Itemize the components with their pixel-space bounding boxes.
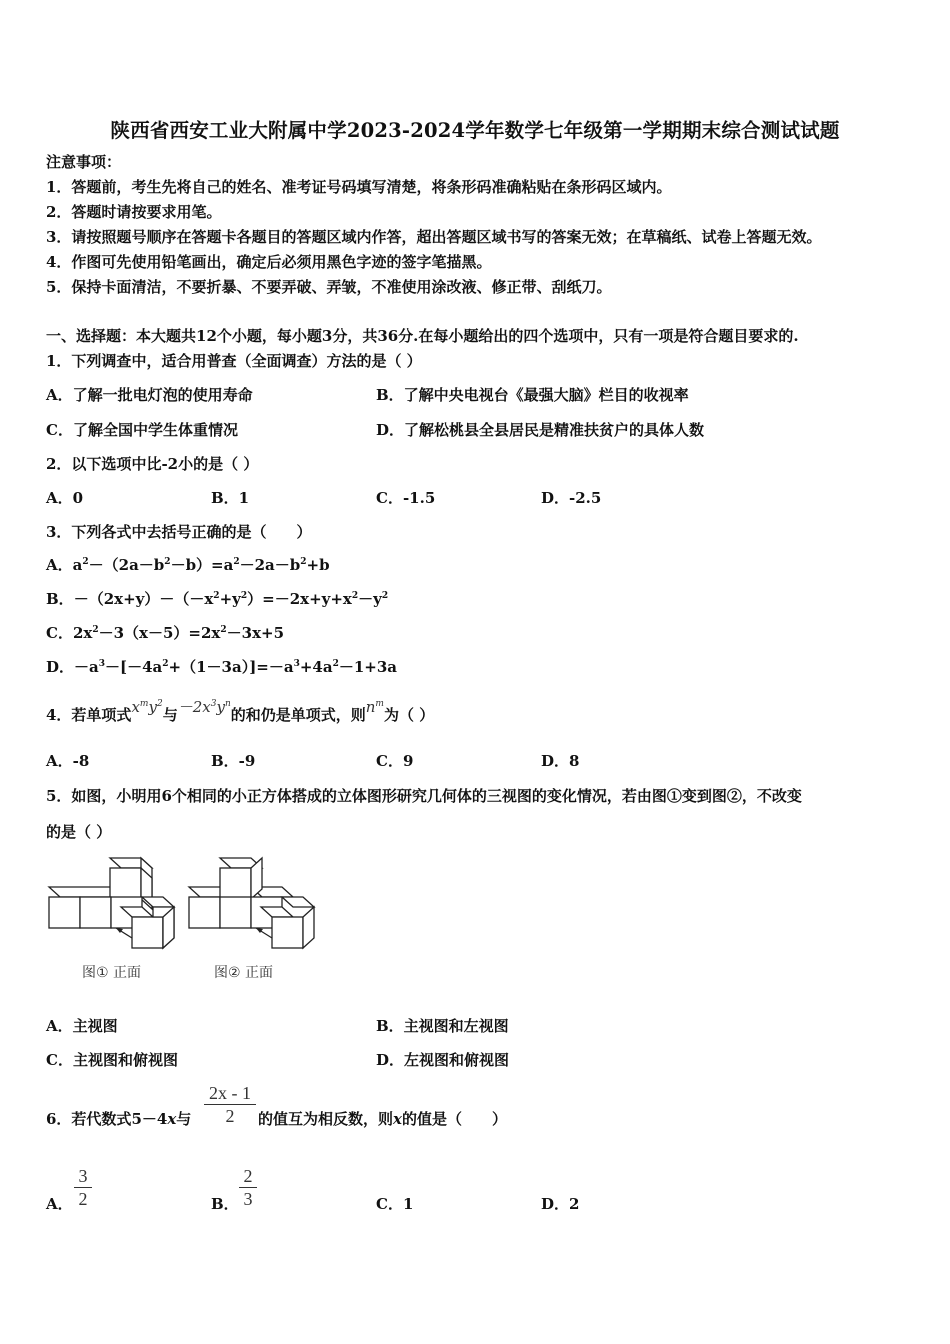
q3-a-expr: $a^2-(2a-b^2-b)=a^2-2a-b^2+b$ (72, 556, 330, 574)
q6-fraction-bar (204, 1104, 256, 1105)
q6-a-numerator: 3 (78, 1166, 88, 1186)
fig2-row-cube-1 (189, 897, 220, 928)
q5-option-c: C．主视图和俯视图 (46, 1051, 178, 1069)
q5-figure-2-label: 图② 正面 (214, 965, 274, 981)
q6-stem-with: 与 (176, 1110, 192, 1128)
q1-option-a: A．了解一批电灯泡的使用寿命 (46, 386, 253, 404)
q3-c-expr: $2x^2-3(x-5)=2x^2-3x+5$ (72, 624, 285, 642)
q5-figure-2 (184, 854, 320, 954)
q6-stem-pre: 6．若代数式5－4 (46, 1110, 168, 1128)
q1-option-c: C．了解全国中学生体重情况 (46, 421, 238, 439)
q4-stem-end: 为（ ） (383, 706, 435, 724)
q6-a-bar (74, 1187, 92, 1188)
q6-b-denominator: 3 (243, 1189, 253, 1209)
fig1-upper-cube (110, 868, 141, 899)
q2-option-c: C．-1.5 (376, 489, 436, 507)
q5-figure-1-label: 图① 正面 (82, 965, 142, 981)
q6-option-d: D．2 (541, 1195, 580, 1213)
q6-stem-start (46, 1110, 191, 1128)
q6-option-b-label: B． (211, 1195, 239, 1213)
q4-monomial-1: $x^my^2$ (131, 698, 163, 716)
q5-stem-line2: 的是（ ） (46, 823, 112, 841)
q4-option-d: D．8 (541, 752, 580, 770)
q2-option-d: D．-2.5 (541, 489, 602, 507)
fig2-row-cube-2 (220, 897, 251, 928)
q4-option-c: C．9 (376, 752, 414, 770)
q6-b-bar (239, 1187, 257, 1188)
q1-option-d: D．了解松桃县全县居民是精准扶贫户的具体人数 (376, 421, 705, 439)
section-heading: 一、选择题：本大题共12个小题，每小题3分，共36分.在每小题给出的四个选项中，只有一项是符合题目要求的. (46, 327, 799, 345)
q6-a-denominator: 2 (78, 1189, 88, 1209)
fig1-row-cube-1 (49, 897, 80, 928)
q6-stem-post1: 的值互为相反数，则 (258, 1110, 394, 1128)
q4-option-a: A．-8 (46, 752, 90, 770)
q6-option-c: C．1 (376, 1195, 414, 1213)
q6-fraction (204, 1083, 256, 1126)
q4-expr-nm: $n^m$ (365, 698, 384, 716)
q6-option-a-label: A． (46, 1195, 73, 1213)
q3-option-b (46, 590, 388, 608)
q4-option-b: B．-9 (211, 752, 256, 770)
q3-option-c (46, 624, 284, 642)
q6-stem-end (258, 1110, 507, 1128)
notice-item-5: 5．保持卡面清洁，不要折暴、不要弄破、弄皱，不准使用涂改液、修正带、刮纸刀。 (46, 278, 612, 296)
fig2-upper-cube (220, 868, 251, 899)
q3-b-expr: $-(2x+y)-(-x^2+y^2)=-2x+y+x^2-y^2$ (73, 590, 389, 608)
q4-stem-mid: 与 (162, 706, 178, 724)
q4-stem (46, 698, 435, 724)
q1-stem: 1．下列调查中，适合用普查（全面调查）方法的是（ ） (46, 352, 422, 370)
q5-option-a: A．主视图 (46, 1017, 118, 1035)
q6-fraction-denominator: 2 (225, 1106, 235, 1126)
q6-stem-post2: 的值是（ ） (401, 1110, 507, 1128)
q5-option-b: B．主视图和左视图 (376, 1017, 509, 1035)
q2-stem: 2．以下选项中比-2小的是（ ） (46, 455, 259, 473)
q5-stem-line1: 5．如图，小明用6个相同的小正方体搭成的立体图形研究几何体的三视图的变化情况，若由图①变到图②，不改变 (46, 787, 802, 805)
notice-item-2: 2．答题时请按要求用笔。 (46, 203, 222, 221)
q3-option-a (46, 556, 330, 574)
q6-var-x-2: x (393, 1110, 402, 1128)
notice-item-1: 1．答题前，考生先将自己的姓名、准考证号码填写清楚，将条形码准确粘贴在条形码区域内。 (46, 178, 672, 196)
q3-stem: 3．下列各式中去括号正确的是（ ） (46, 523, 312, 541)
q3-a-label: A． (46, 556, 73, 574)
q6-b-numerator: 2 (243, 1166, 253, 1186)
q4-stem-start: 4．若单项式 (46, 706, 132, 724)
page-title: 陕西省西安工业大附属中学2023-2024学年数学七年级第一学期期末综合测试试题 (110, 119, 840, 142)
q5-figure-1 (44, 854, 180, 954)
q2-option-b: B．1 (211, 489, 250, 507)
q3-b-label: B． (46, 590, 74, 608)
q6-option-b-fraction (239, 1166, 257, 1209)
notice-item-3: 3．请按照题号顺序在答题卡各题目的答题区域内作答，超出答题区域书写的答案无效；在草稿纸、试卷上答题无效。 (46, 228, 822, 246)
q3-d-label: D． (46, 658, 75, 676)
notice-item-4: 4．作图可先使用铅笔画出，确定后必须用黑色字迹的签字笔描黑。 (46, 253, 492, 271)
q6-fraction-numerator: 2x - 1 (209, 1083, 251, 1103)
q4-stem-mid2: 的和仍是单项式，则 (230, 706, 366, 724)
fig1-front-cube-1 (132, 917, 163, 948)
q4-monomial-2: $-2x^3y^n$ (177, 698, 231, 716)
q3-c-label: C． (46, 624, 73, 642)
q6-option-a-fraction (74, 1166, 92, 1209)
notice-heading: 注意事项： (46, 153, 122, 171)
fig1-row-cube-2 (80, 897, 111, 928)
q6-var-x: x (167, 1110, 177, 1128)
q3-option-d (46, 658, 397, 676)
q1-option-b: B．了解中央电视台《最强大脑》栏目的收视率 (376, 386, 689, 404)
q5-option-d: D．左视图和俯视图 (376, 1051, 510, 1069)
q2-option-a: A．0 (46, 489, 84, 507)
q3-d-expr: $-a^3-[-4a^2+(1-3a)]=-a^3+4a^2-1+3a$ (74, 658, 398, 676)
fig2-front-cube-1 (272, 917, 303, 948)
